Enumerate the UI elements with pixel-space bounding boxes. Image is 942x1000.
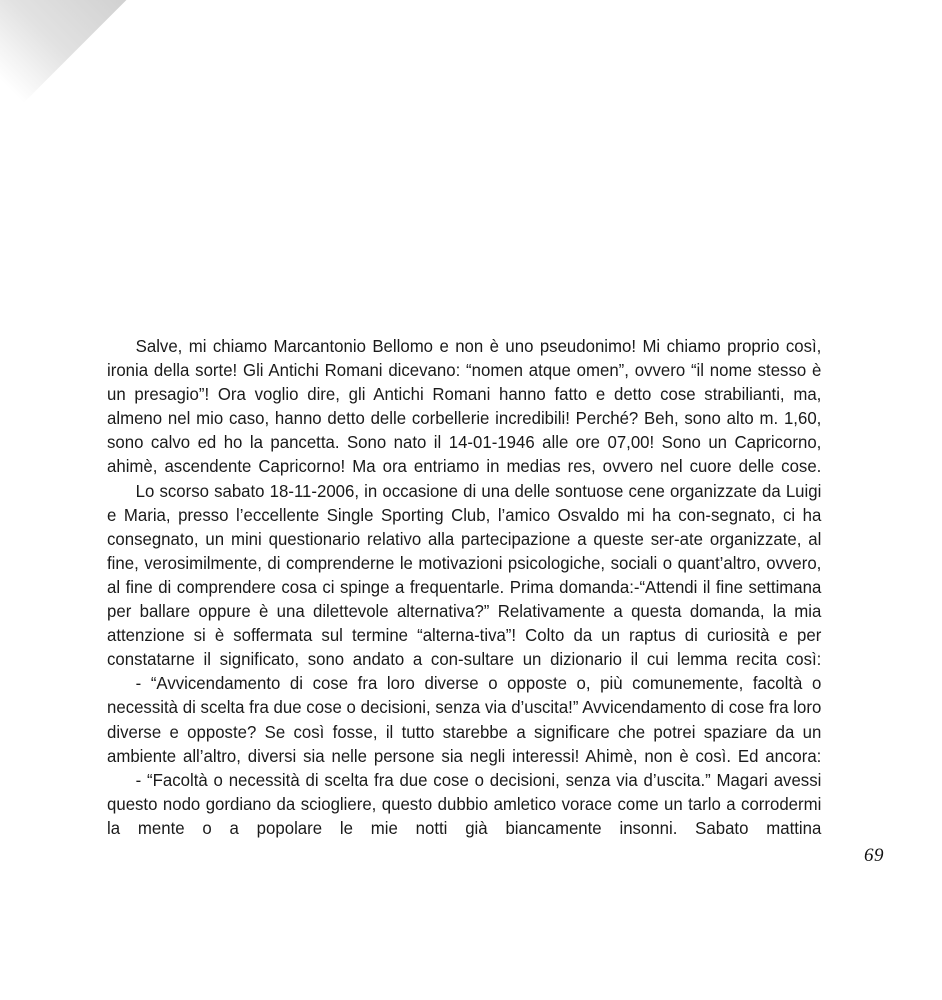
body-paragraph: Salve, mi chiamo Marcantonio Bellomo e non è uno pseudonimo! Mi chiamo proprio così, ironia della sorte! Gli Antichi Romani dicevano: “nomen atque omen”, ovvero “il nome stesso è un presagio”! Ora voglio dire, gli Antichi Romani hanno fatto e detto cose strabilianti, ma, almeno nel mio caso, hanno detto delle corbellerie incredibili! Perché? Beh, sono alto m. 1,60, sono calvo ed ho la pancetta. Sono nato il 14-01-1946 alle ore 07,00! Sono un Capricorno, ahimè, ascendente Capricorno! Ma ora entriamo in medias res, ovvero nel cuore delle cose. — [107, 336, 822, 477]
page-number: 69 — [864, 845, 884, 866]
header-banner-ribbon — [0, 0, 656, 107]
body-text-column — [107, 334, 822, 840]
body-paragraph: - “Avvicendamento di cose fra loro diverse o opposte o, più comunemente, facoltà o necessità di scelta fra due cose o decisioni, senza via d’uscita!” Avvicendamento di cose fra loro diverse e opposte? Se così fosse, il tutto starebbe a significare che potrei spaziare da un ambiente all’altro, diversi sia nelle persone sia negli interessi! Ahimè, non è così. Ed ancora: — [107, 673, 822, 766]
body-paragraph: Lo scorso sabato 18-11-2006, in occasione di una delle sontuose cene organizzate da Luigi e Maria, presso l’eccellente Single Sporting Club, l’amico Osvaldo mi ha con-segnato, ci ha consegnato, un mini questionario relativo alla partecipazione a queste ser-ate organizzate, al fine, verosimilmente, di comprenderne le motivazioni psicologiche, sociali o quant’altro, ovvero, al fine di comprendere cosa ci spinge a frequentarle. Prima domanda:-“Attendi il fine settimana per ballare oppure è una dilettevole alternativa?” Relativamente a questa domanda, la mia attenzione si è soffermata sul termine “alterna-tiva”! Colto da un raptus di curiosità e per constatarne il significato, sono andato a con-sultare un dizionario il cui lemma recita così: — [107, 480, 822, 670]
header-banner-text — [11, 0, 447, 36]
body-paragraph: - “Facoltà o necessità di scelta fra due cose o decisioni, senza via d’uscita.” Magari avessi questo nodo gordiano da sciogliere, questo dubbio amletico vorace come un tarlo a corrodermi la mente o a popolare le mie notti già biancamente insonni. Sabato mattina — [107, 769, 822, 838]
